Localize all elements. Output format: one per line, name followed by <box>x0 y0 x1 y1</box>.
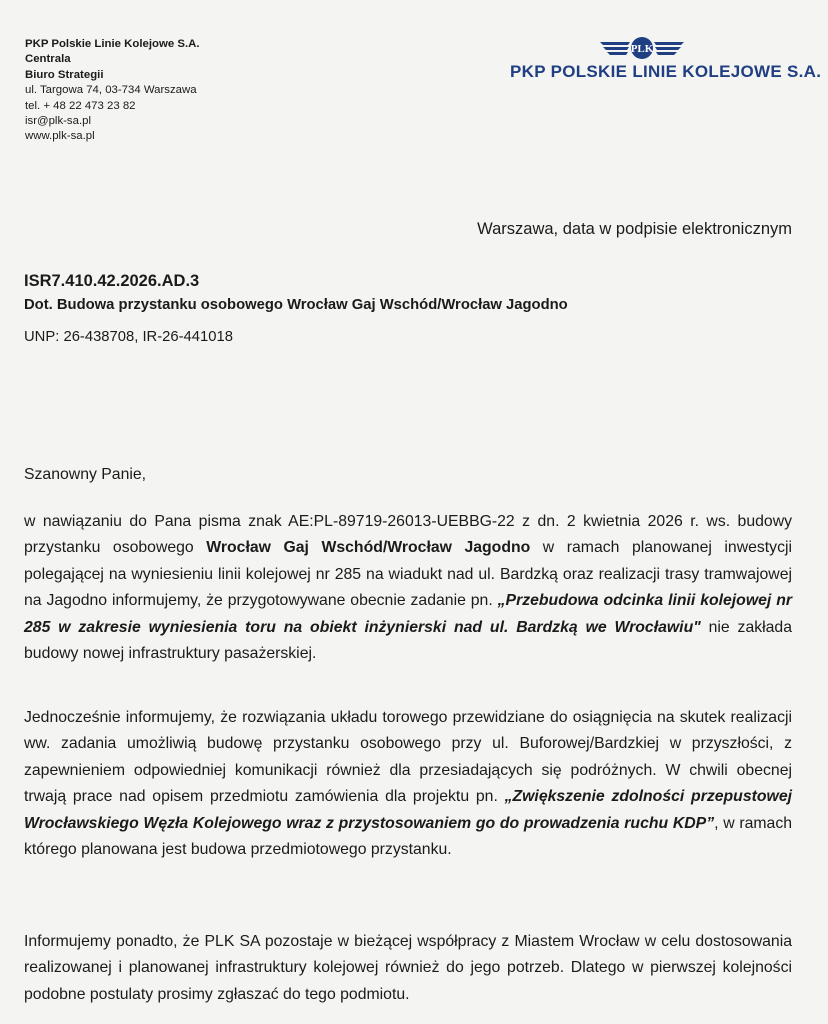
paragraph-1-text-e: nie zakłada budowy nowej infrastruktury pasażerskiej. <box>24 618 792 663</box>
unp-line: UNP: 26-438708, IR-26-441018 <box>24 329 233 345</box>
sender-department: Biuro Strategii <box>25 68 104 81</box>
paragraph-2-project-name: „Zwiększenie zdolności przepustowej Wrocławskiego Węzła Kolejowego wraz z przystosowaniem go do prowadzenia ruchu KDP” <box>24 788 792 832</box>
company-logo <box>492 36 822 82</box>
sender-block <box>25 37 200 145</box>
sender-email: isr@plk-sa.pl <box>25 115 91 128</box>
paragraph-1-station-name: Wrocław Gaj Wschód/Wrocław Jagodno <box>206 539 531 557</box>
sender-phone: tel. + 48 22 473 23 82 <box>25 99 136 112</box>
date-line: Warszawa, data w podpisie elektronicznym <box>477 220 792 238</box>
paragraph-2 <box>24 705 792 863</box>
logo-name: PKP POLSKIE LINIE KOLEJOWE S.A. <box>510 62 822 81</box>
paragraph-1 <box>24 509 792 667</box>
paragraph-2-text-c: , w ramach którego planowana jest budowa przedmiotowego przystanku. <box>24 814 792 859</box>
paragraph-1-text-c: w ramach planowanej inwestycji polegającej na wyniesieniu linii kolejowej nr 285 na wiadukt nad ul. Bardzką oraz realizacji trasy tramwajowej na Jagodno informujemy, że przygotowywane obecnie zadanie pn. <box>24 539 792 610</box>
subject-line: Dot. Budowa przystanku osobowego Wrocław Gaj Wschód/Wrocław Jagodno <box>24 297 568 313</box>
winged-wheel-icon <box>597 36 687 60</box>
paragraph-1-project-name: „Przebudowa odcinka linii kolejowej nr 285 w zakresie wyniesienia toru na obiekt inżynierski nad ul. Bardzką we Wrocławiu" <box>24 592 792 636</box>
paragraph-1-text-a: w nawiązaniu do Pana pisma znak AE:PL-89719-26013-UEBBG-22 z dn. 2 kwietnia 2026 r. ws. budowy przystanku osobowego <box>24 513 792 557</box>
reference-number: ISR7.410.42.2026.AD.3 <box>24 272 200 290</box>
sender-unit: Centrala <box>25 53 71 66</box>
paragraph-3: Informujemy ponadto, że PLK SA pozostaje w bieżącej współpracy z Miastem Wrocław w celu dostosowania realizowanej i planowanej infrastruktury kolejowej również do jego potrzeb. Dlatego w pierwszej kolejności podobne postulaty prosimy zgłaszać do tego podmiotu. <box>24 933 792 1003</box>
greeting: Szanowny Panie, <box>24 466 147 483</box>
sender-company: PKP Polskie Linie Kolejowe S.A. <box>25 38 200 50</box>
logo-emblem-text: PLK <box>630 43 654 55</box>
paragraph-2-text-a: Jednocześnie informujemy, że rozwiązania układu torowego przewidziane do osiągnięcia na skutek realizacji ww. zadania umożliwią budowę przystanku osobowego przy ul. Buforowej/Bardzkiej w przyszłości, z zapewnieniem odpowiedniej komunikacji również dla przesiadających się podróżnych. W chwili obecnej trwają prace nad opisem przedmiotu zamówienia dla projektu pn. <box>24 709 792 806</box>
sender-website: www.plk-sa.pl <box>25 130 95 143</box>
sender-address: ul. Targowa 74, 03-734 Warszawa <box>25 84 197 97</box>
